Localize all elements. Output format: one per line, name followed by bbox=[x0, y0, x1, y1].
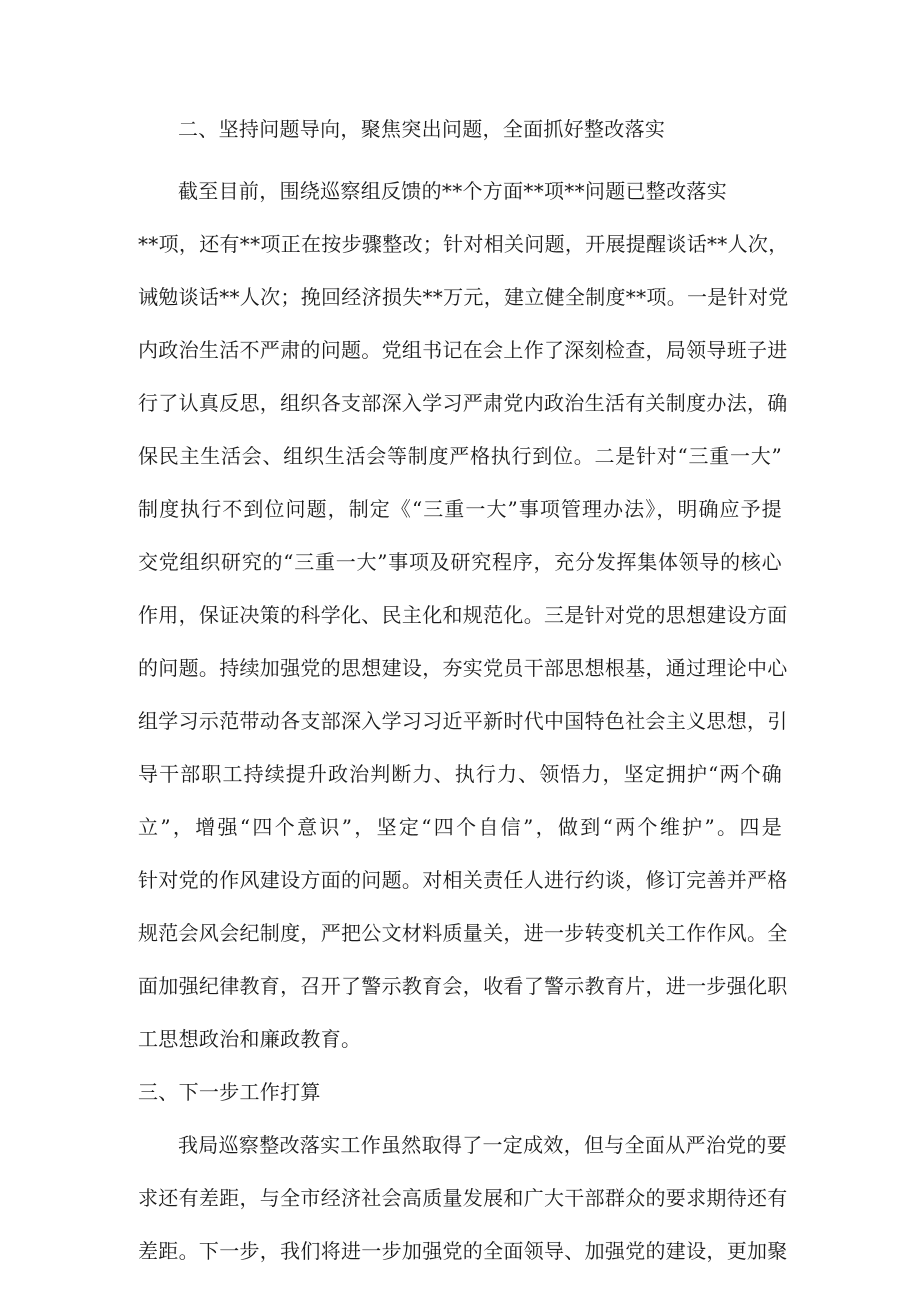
paragraph-line: **项，还有**项正在按步骤整改；针对相关问题，开展提醒谈话**人次， bbox=[138, 232, 789, 256]
section2-heading: 二、坚持问题导向，聚焦突出问题，全面抓好整改落实 bbox=[178, 117, 666, 141]
paragraph-line: 保民主生活会、组织生活会等制度严格执行到位。二是针对“三重一大” bbox=[138, 444, 782, 468]
section3-heading: 三、下一步工作打算 bbox=[138, 1080, 321, 1104]
paragraph-line: 作用，保证决策的科学化、民主化和规范化。三是针对党的思想建设方面 bbox=[138, 603, 788, 627]
paragraph-line: 内政治生活不严肃的问题。党组书记在会上作了深刻检查，局领导班子进 bbox=[138, 338, 788, 362]
paragraph-line: 立”，增强“四个意识”，坚定“四个自信”，做到“两个维护”。四是 bbox=[138, 815, 782, 839]
paragraph-line: 导干部职工持续提升政治判断力、执行力、领悟力，坚定拥护“两个确 bbox=[138, 762, 782, 786]
paragraph-line: 求还有差距，与全市经济社会高质量发展和广大干部群众的要求期待还有 bbox=[138, 1186, 788, 1210]
paragraph-line: 行了认真反思，组织各支部深入学习严肃党内政治生活有关制度办法，确 bbox=[138, 391, 788, 415]
paragraph-line: 面加强纪律教育，召开了警示教育会，收看了警示教育片，进一步强化职 bbox=[138, 974, 788, 998]
paragraph-line: 交党组织研究的“三重一大”事项及研究程序，充分发挥集体领导的核心 bbox=[138, 550, 782, 574]
paragraph-line: 组学习示范带动各支部深入学习习近平新时代中国特色社会主义思想，引 bbox=[138, 709, 788, 733]
paragraph-line: 我局巡察整改落实工作虽然取得了一定成效，但与全面从严治党的要 bbox=[178, 1133, 787, 1157]
paragraph-line: 的问题。持续加强党的思想建设，夯实党员干部思想根基，通过理论中心 bbox=[138, 656, 788, 680]
paragraph-line: 规范会风会纪制度，严把公文材料质量关，进一步转变机关工作作风。全 bbox=[138, 921, 788, 945]
paragraph-line: 工思想政治和廉政教育。 bbox=[138, 1027, 362, 1051]
paragraph-line: 制度执行不到位问题，制定《“三重一大”事项管理办法》，明确应予提 bbox=[138, 497, 782, 521]
paragraph-line: 截至目前，围绕巡察组反馈的**个方面**项**问题已整改落实 bbox=[178, 179, 727, 203]
paragraph-line: 诫勉谈话**人次；挽回经济损失**万元，建立健全制度**项。一是针对党 bbox=[138, 285, 789, 309]
paragraph-line: 差距。下一步，我们将进一步加强党的全面领导、加强党的建设，更加聚 bbox=[138, 1239, 788, 1263]
paragraph-line: 针对党的作风建设方面的问题。对相关责任人进行约谈，修订完善并严格 bbox=[138, 868, 788, 892]
